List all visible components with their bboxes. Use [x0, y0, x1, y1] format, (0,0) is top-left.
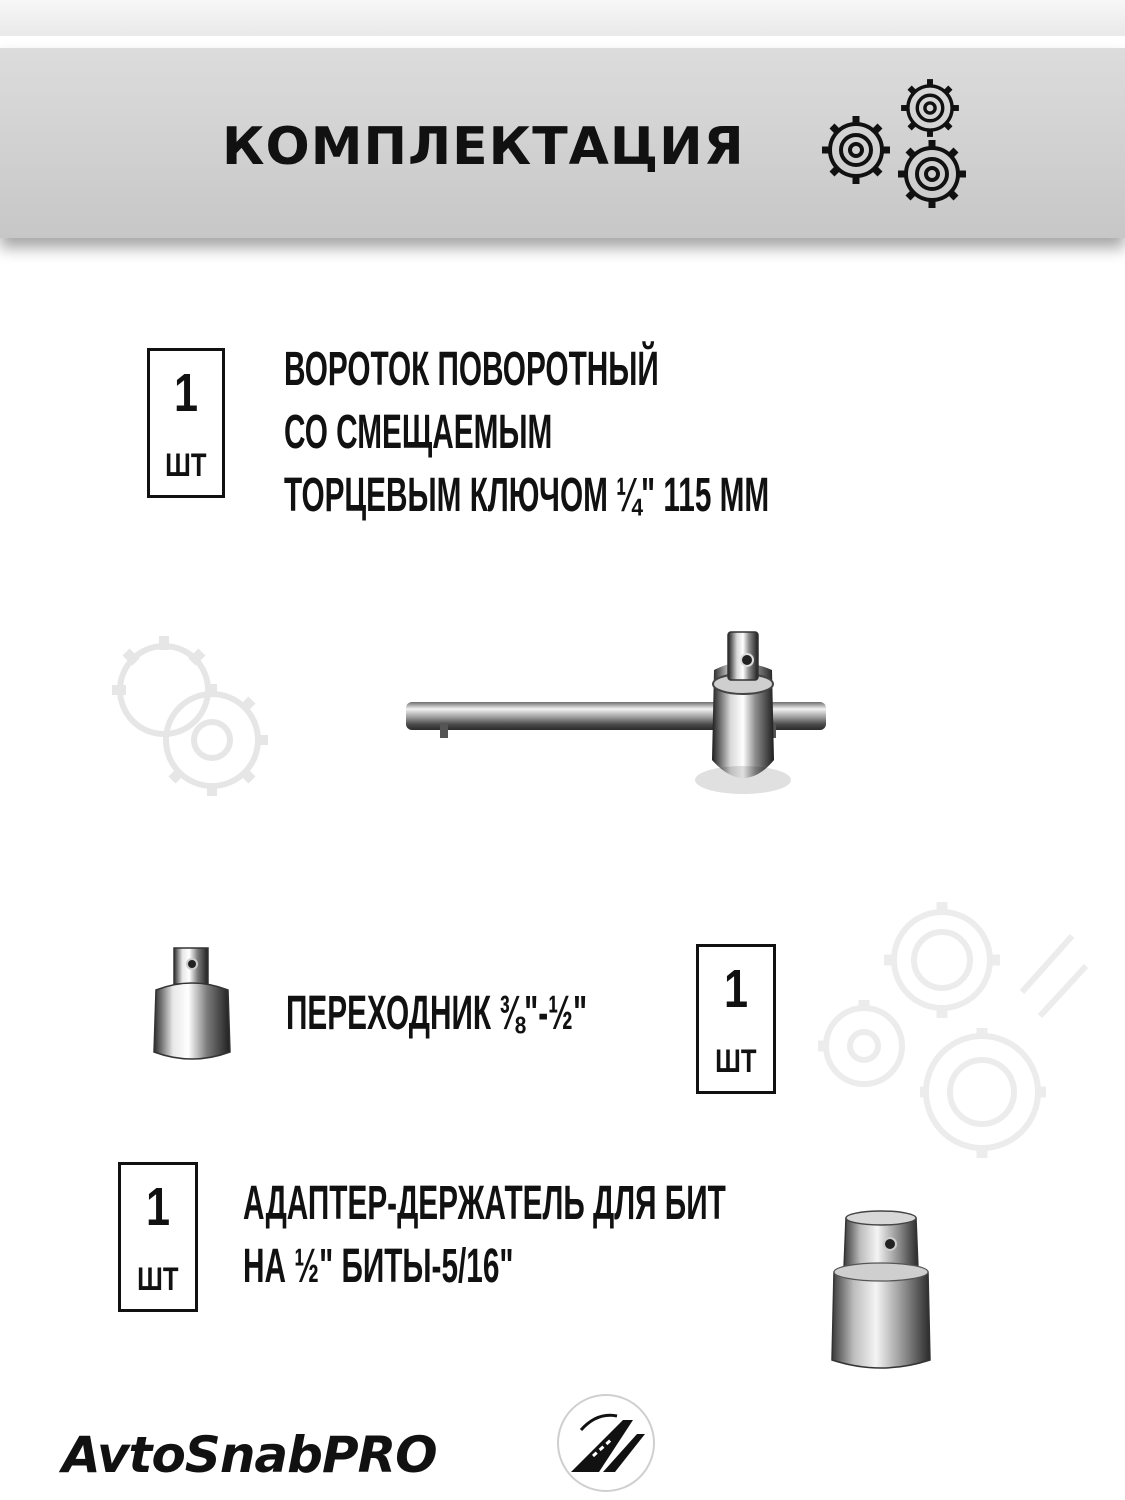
quantity-number: 1 — [145, 1176, 171, 1237]
item-description — [286, 982, 587, 1045]
item-description-line: ТОРЦЕВЫМ КЛЮЧОМ ¼" 115 ММ — [284, 469, 770, 522]
background-gear-icon — [812, 896, 1112, 1176]
bit-holder-photo — [826, 1210, 936, 1380]
quantity-number: 1 — [723, 958, 749, 1019]
background-gear-icon — [92, 616, 278, 802]
quantity-badge — [696, 944, 776, 1094]
page-title: КОМПЛЕКТАЦИЯ — [222, 117, 745, 177]
quantity-number: 1 — [173, 362, 199, 423]
sliding-t-handle-photo — [400, 620, 840, 830]
item-description — [243, 1172, 726, 1298]
item-description-line: ВОРОТОК ПОВОРОТНЫЙ — [284, 343, 659, 396]
gears-icon — [818, 74, 974, 214]
item-description-line: АДАПТЕР-ДЕРЖАТЕЛЬ ДЛЯ БИТ — [243, 1177, 726, 1230]
road-logo-icon — [553, 1390, 659, 1496]
brand-logo-text: AvtoSnabPRO — [62, 1426, 437, 1484]
item-description-line: НА ½" БИТЫ-5/16" — [243, 1240, 514, 1293]
quantity-unit: ШТ — [165, 446, 207, 483]
item-description-line: ПЕРЕХОДНИК ⅜"-½" — [286, 987, 588, 1040]
quantity-badge — [118, 1162, 198, 1312]
quantity-badge — [147, 348, 225, 498]
quantity-unit: ШТ — [137, 1260, 179, 1297]
item-description — [284, 338, 769, 527]
item-description-line: СО СМЕЩАЕМЫМ — [284, 406, 553, 459]
top-strip — [0, 0, 1125, 36]
socket-adapter-photo — [142, 940, 242, 1064]
quantity-unit: ШТ — [715, 1042, 757, 1079]
